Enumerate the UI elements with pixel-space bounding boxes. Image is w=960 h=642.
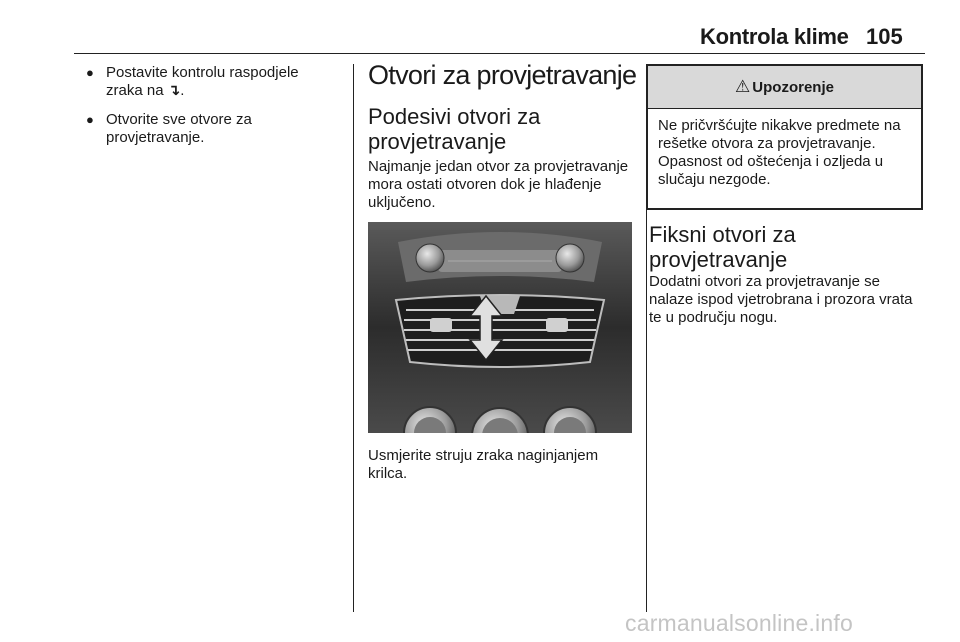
column-divider — [353, 64, 354, 612]
vent-illustration — [368, 222, 632, 433]
subsection-title: Podesivi otvori za provjetravanje — [368, 104, 541, 154]
warning-icon: ⚠ — [735, 77, 751, 96]
figure-caption: Usmjerite struju zraka naginjanjem krilca. — [368, 447, 599, 482]
page-number: 105 — [866, 24, 903, 49]
warning-text: Ne pričvršćujte nikakve predmete na rešetke otvora za provjetravanje. Opasnost od oštećenja i ozljeda u slučaju nezgode. — [658, 117, 901, 188]
list-item-text: Otvorite sve otvore za provjetravanje. — [106, 111, 252, 146]
bullet-icon: ● — [86, 112, 94, 127]
header-divider — [74, 53, 925, 54]
warning-title: Upozorenje — [752, 78, 834, 96]
warning-header — [648, 66, 921, 109]
air-distribution-icon: ↴ — [167, 82, 181, 99]
body-text: Najmanje jedan otvor za provjetravanje mora ostati otvoren dok je hlađenje uključeno. — [368, 158, 629, 211]
page-header-title: Kontrola klime — [700, 24, 849, 49]
warning-box — [646, 64, 923, 210]
body-text: Dodatni otvori za provjetravanje se nalaze ispod vjetrobrana i prozora vrata te u području nogu. — [649, 273, 913, 326]
list-item — [84, 111, 339, 147]
list-item-suffix: . — [180, 82, 185, 99]
bullet-icon: ● — [86, 65, 94, 80]
instruction-list — [84, 64, 339, 158]
section-title: Otvori za provjetravanje — [368, 60, 637, 90]
list-item — [84, 64, 339, 100]
list-item-text: Postavite kontrolu raspodjele zraka na — [106, 64, 299, 99]
watermark: carmanualsonline.info — [625, 610, 853, 636]
subsection-title: Fiksni otvori za provjetravanje — [649, 222, 796, 272]
